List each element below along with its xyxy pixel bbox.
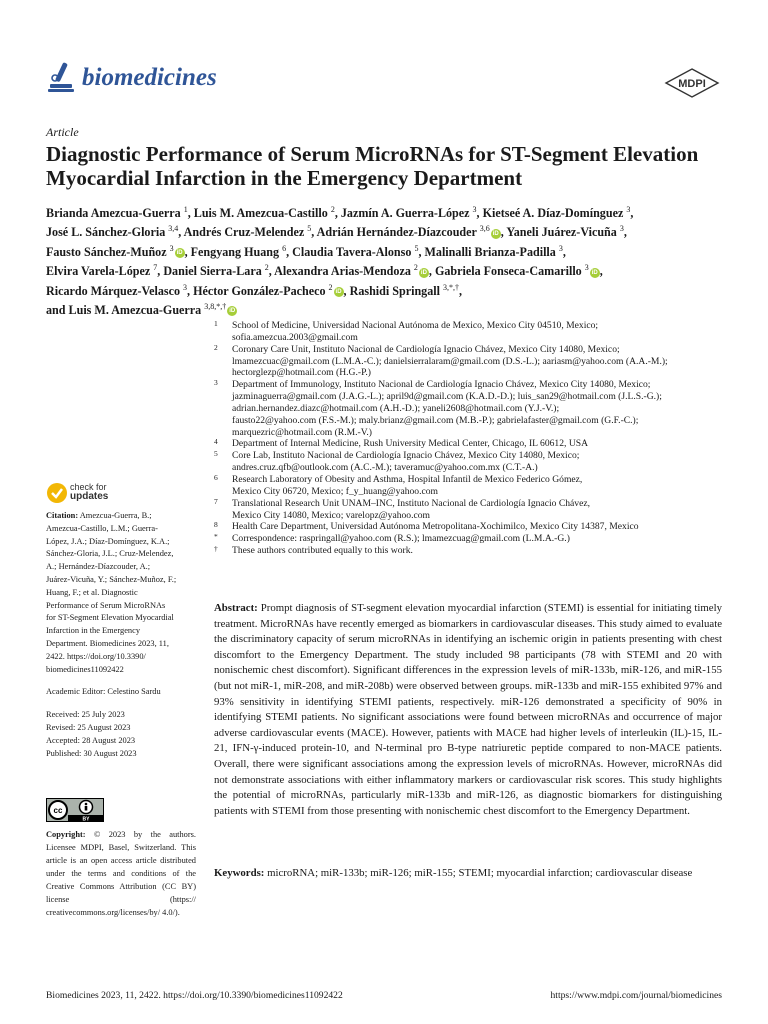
author-affiliation-sup: 2 (330, 205, 335, 214)
orcid-icon[interactable]: iD (591, 269, 598, 276)
citation-line: 2422. https://doi.org/10.3390/ (46, 651, 146, 661)
author-name: Ricardo Márquez-Velasco $^3$ (46, 282, 188, 298)
author-name: Kietseé A. Díaz-Domínguez $^3$ (482, 205, 631, 221)
affiliation-line: School of Medicine, Universidad Nacional Autónoma de Mexico, Mexico City 04510, Mexico; (232, 320, 599, 331)
abstract-label: Abstract: (214, 602, 258, 614)
check-updates-icon[interactable] (46, 482, 68, 504)
author-name: Jazmín A. Guerra-López $^3$ (340, 205, 477, 221)
footer-citation[interactable]: Biomedicines 2023, 11, 2422. https://doi.org/10.3390/biomedicines11092422 (46, 990, 343, 1001)
publisher-name: MDPI (678, 78, 706, 90)
copyright-block (46, 828, 196, 919)
footer-journal-url[interactable]: https://www.mdpi.com/journal/biomedicines (550, 990, 722, 1001)
copyright-label: Copyright: (46, 830, 86, 839)
citation-line: Infarction in the Emergency (46, 626, 141, 636)
author-name: Luis M. Amezcua-Castillo $^2$ (193, 205, 335, 221)
abstract-text: Prompt diagnosis of ST-segment elevation myocardial infarction (STEMI) is essential for initiating timely treatment. MicroRNAs have recently emerged as biomarkers in cardiovascular diseases. This study aimed to evaluate the discriminatory capacity of serum microRNAs in identifying an ischemic origin in patients presenting with chest discomfort to the Emergency Department. The study included 98 participants (78 with STEMI and 20 with nonischemic chest discomfort). Significant differences in the expression levels of miR-133b, miR-126, and miR-155 (but not miR-1, miR-208, and miR-208b) were observed between groups. miR-133b and miR-155 exhibited 97% and 93% sensitivity in identifying STEMI patients, respectively. miR-126 demonstrated a specificity of 90% in identifying STEMI patients. No significant associations were found between microRNAs and occurrence of major adverse cardiovascular events (MACE). However, patients with MACE had higher levels of interleukin (IL)-15, IL-21, IFN-γ-induced protein-10, and N-terminal pro B-type natriuretic peptide compared to non-MACE patients. Overall, there were significant associations among the expression levels of microRNAs. However, microRNAs did not demonstrate associations with either inflammatory markers or cardiovascular risk scores. This study highlights the potential of microRNAs, particularly miR-133b and miR-126, as diagnostic biomarkers for distinguishing patients with STEMI from those presenting with nonischemic chest discomfort to the Emergency Department. (214, 602, 723, 817)
author-name: Fengyang Huang $^6$ (190, 243, 287, 259)
author-line (46, 299, 736, 318)
affiliation-line: marquezric@hotmail.com (R.M.-V.) (232, 426, 373, 438)
affiliation-item (214, 521, 734, 533)
orcid-icon[interactable]: iD (229, 308, 236, 315)
author-name: Daniel Sierra-Lara $^2$ (163, 263, 269, 279)
author-name: Andrés Cruz-Melendez $^5$ (183, 224, 312, 240)
citation-line: Juárez-Vicuña, Y.; Sánchez-Muñoz, F.; (46, 574, 177, 584)
affiliation-number: 7 (214, 496, 218, 506)
author-list (46, 202, 736, 319)
author-affiliation-sup: 3,6 (479, 224, 490, 234)
sidebar (46, 510, 196, 760)
affiliation-line: Mexico City 06720, Mexico; f_y_huang@yahoo.com (232, 485, 439, 497)
by-text: BY (82, 816, 90, 822)
citation-label: Citation: (46, 511, 79, 520)
author-name: Brianda Amezcua-Guerra $^1$ (46, 205, 188, 221)
citation-line: Amezcua-Castillo, L.M.; Guerra- (46, 523, 158, 533)
dates-block (46, 709, 196, 760)
affiliation-line: Coronary Care Unit, Instituto Nacional de Cardiología Ignacio Chávez, Mexico City 14080, Mexico; (232, 343, 620, 355)
orcid-icon[interactable]: iD (492, 230, 499, 237)
affiliation-item (214, 498, 734, 522)
journal-logo-icon (46, 60, 76, 94)
author-affiliation-sup: 3 (626, 205, 631, 214)
check-updates-label[interactable] (70, 482, 108, 502)
affiliation-number: 5 (214, 449, 218, 459)
author-affiliation-sup: 6 (282, 243, 287, 253)
citation-line: Huang, F.; et al. Diagnostic (46, 587, 138, 597)
cc-text: cc (53, 806, 63, 815)
citation-line: Sánchez-Gloria, J.L.; Cruz-Melendez, (46, 549, 174, 559)
author-name: Fausto Sánchez-Muñoz $^3$ (46, 243, 174, 259)
author-name: Adrián Hernández-Díazcouder $^{3,6}$ (316, 224, 490, 240)
author-name: José L. Sánchez-Gloria $^{3,4}$ (46, 224, 179, 240)
citation-line: A.; Hernández-Díazcouder, A.; (46, 562, 151, 572)
affiliation-item (214, 438, 734, 450)
orcid-icon[interactable]: iD (176, 250, 183, 257)
affiliation-line: Department of Immunology, Instituto Nacional de Cardiología Ignacio Chávez, Mexico City 14080, Mexico; (232, 379, 651, 391)
affiliation-item (214, 545, 734, 557)
check-updates-line1: check for (70, 482, 107, 492)
affiliation-item (214, 344, 734, 380)
affiliation-line: fausto22@yahoo.com (F.S.-M.); maly.brianz@gmail.com (M.B.-P.); gabrielafaster@gmail.com (G.F.-C.); (232, 414, 639, 426)
check-updates-line2: updates (70, 491, 109, 502)
author-name: Héctor González-Pacheco $^2$ (193, 282, 333, 298)
affiliation-item (214, 533, 734, 545)
affiliations (214, 320, 734, 557)
author-line: José L. Sánchez-Gloria $^{3,4}$, Andrés Cruz-Melendez $^5$, Adrián Hernández-Díazcouder $^{3,6}$iD , Yaneli Juárez-Vicuña $^3$, (46, 224, 627, 240)
citation-line: Amezcua-Guerra, B.; (79, 511, 152, 520)
date-line: Revised: 25 August 2023 (46, 722, 131, 732)
affiliation-number: 3 (214, 378, 218, 388)
citation-line: for ST-Segment Elevation Myocardial (46, 613, 174, 623)
author-name: Rashidi Springall $^{3,*,\dagger}$ (349, 282, 460, 298)
author-line: Brianda Amezcua-Guerra $^1$, Luis M. Amezcua-Castillo $^2$, Jazmín A. Guerra-López $^3$, Kietseé A. Díaz-Domínguez $^3$, (46, 205, 634, 221)
affiliation-item (214, 320, 734, 344)
citation-block (46, 510, 196, 676)
affiliation-number: 1 (214, 319, 218, 328)
author-name: Alexandra Arias-Mendoza $^2$ (274, 263, 418, 279)
author-affiliation-sup: 3 (169, 243, 174, 253)
orcid-icon[interactable]: iD (420, 269, 427, 276)
mdpi-logo-icon (664, 68, 720, 98)
citation-line: Performance of Serum MicroRNAs (46, 600, 166, 610)
affiliation-number: 6 (214, 472, 218, 482)
author-name: and Luis M. Amezcua-Guerra $^{3,8,*,\dagger}$ (46, 302, 227, 318)
keywords-text: microRNA; miR-133b; miR-126; miR-155; STEMI; myocardial infarction; cardiovascular disease (267, 867, 693, 879)
citation-line: biomedicines11092422 (46, 664, 124, 674)
affiliation-number: * (214, 532, 218, 542)
article-type: Article (46, 125, 79, 139)
affiliation-line: sofia.amezcua.2003@gmail.com (232, 331, 358, 343)
author-line: Elvira Varela-López $^7$, Daniel Sierra-Lara $^2$, Alexandra Arias-Mendoza $^2$iD , Gabriela Fonseca-Camarillo $^3$iD , (46, 263, 603, 279)
article-title: Diagnostic Performance of Serum MicroRNAs for ST-Segment Elevation Myocardial Infarction in the Emergency Department (46, 142, 699, 190)
orcid-icon[interactable]: iD (335, 289, 342, 295)
citation-line: Department. Biomedicines 2023, 11, (46, 638, 169, 648)
affiliation-number: 2 (214, 342, 218, 352)
affiliation-line: Research Laboratory of Obesity and Asthma, Hospital Infantil de Mexico Federico Gómez, (232, 473, 583, 485)
author-affiliation-sup: 1 (183, 205, 188, 214)
author-line: Ricardo Márquez-Velasco $^3$, Héctor González-Pacheco $^2$iD , Rashidi Springall $^{3,*,\dagger}$, (46, 282, 463, 298)
keywords-label: Keywords: (214, 867, 265, 879)
affiliation-line: adrian.hernandez.diazc@hotmail.com (A.H.-D.); yaneli2608@hotmail.com (Y.J.-V.); (232, 402, 560, 414)
author-affiliation-sup: 5 (307, 224, 312, 234)
affiliation-line: Core Lab, Instituto Nacional de Cardiología Ignacio Chávez, Mexico City 14080, Mexico; (232, 450, 580, 462)
author-name: Gabriela Fonseca-Camarillo $^3$ (434, 263, 589, 279)
author-affiliation-sup: 3 (558, 243, 563, 253)
copyright-text: © 2023 by the authors. Licensee MDPI, Basel, Switzerland. This article is an open access article distributed under the terms and conditions of the Creative Commons Attribution (CC BY) license (https:// creativecommons.org/licenses/by/ 4.0/). (46, 830, 197, 917)
affiliation-number: 8 (214, 520, 218, 530)
author-name: Claudia Tavera-Alonso $^5$ (292, 243, 419, 259)
citation-line: López, J.A.; Díaz-Domínguez, K.A.; (46, 536, 170, 546)
author-affiliation-sup: 3 (183, 282, 188, 292)
author-affiliation-sup: 3 (619, 224, 624, 234)
cc-by-icon[interactable] (46, 798, 104, 822)
affiliation-line: These authors contributed equally to this work. (232, 545, 413, 557)
affiliation-line: lmamezcuac@gmail.com (L.M.A.-C.); danielsierralaram@gmail.com (D.S.-L.); aariasm@yahoo.com (A.A.-M.); (232, 355, 668, 367)
author-affiliation-sup: 7 (153, 263, 158, 273)
abstract (214, 601, 722, 819)
author-affiliation-sup: 3,4 (168, 224, 179, 234)
affiliation-line: andres.cruz.qfb@outlook.com (A.C.-M.); taveramuc@yahoo.com.mx (C.T.-A.) (232, 462, 538, 474)
author-affiliation-sup: 2 (328, 282, 333, 292)
affiliation-number: † (214, 544, 218, 554)
author-affiliation-sup: 3 (584, 263, 589, 273)
citation-text (46, 511, 176, 674)
author-line: Fausto Sánchez-Muñoz $^3$iD , Fengyang Huang $^6$, Claudia Tavera-Alonso $^5$, Malinalli Brianza-Padilla $^3$, (46, 243, 566, 259)
author-name: Yaneli Juárez-Vicuña $^3$ (506, 224, 624, 240)
affiliation-line: Department of Internal Medicine, Rush University Medical Center, Chicago, IL 60612, USA (232, 438, 589, 450)
author-affiliation-sup: 3,8,*,† (204, 302, 227, 312)
author-affiliation-sup: 3 (472, 205, 477, 214)
affiliation-item (214, 450, 734, 474)
date-line: Received: 25 July 2023 (46, 710, 125, 720)
keywords (214, 866, 722, 882)
date-line: Accepted: 28 August 2023 (46, 735, 136, 745)
author-name: Elvira Varela-López $^7$ (46, 263, 158, 279)
affiliation-number: 4 (214, 437, 218, 447)
affiliation-item (214, 474, 734, 498)
author-affiliation-sup: 5 (414, 243, 419, 253)
author-affiliation-sup: 2 (413, 263, 418, 273)
author-name: Malinalli Brianza-Padilla $^3$ (424, 243, 563, 259)
affiliation-line: hectorglezp@hotmail.com (H.G.-P.) (232, 367, 371, 379)
affiliation-item (214, 379, 734, 438)
journal-name: biomedicines (82, 64, 217, 91)
author-affiliation-sup: 2 (264, 263, 269, 273)
affiliation-line: jazminaguerra@gmail.com (J.A.G.-L.); april9d@gmail.com (K.A.D.-D.); luis_san29@hotmail.com (J.L.S.-G.); (232, 391, 662, 403)
date-line: Published: 30 August 2023 (46, 748, 137, 758)
affiliation-line: Mexico City 14080, Mexico; varelopz@yahoo.com (232, 509, 431, 521)
affiliation-line: Translational Research Unit UNAM–INC, Instituto Nacional de Cardiología Ignacio Chávez, (232, 497, 590, 509)
affiliation-line: Correspondence: raspringall@yahoo.com (R.S.); lmamezcuag@gmail.com (L.M.A.-G.) (232, 533, 570, 545)
affiliation-line: Health Care Department, Universidad Autónoma Metropolitana-Xochimilco, Mexico City 14387, Mexico (232, 521, 639, 533)
author-affiliation-sup: 3,*,† (443, 282, 460, 292)
academic-editor: Academic Editor: Celestino Sardu (46, 687, 161, 697)
